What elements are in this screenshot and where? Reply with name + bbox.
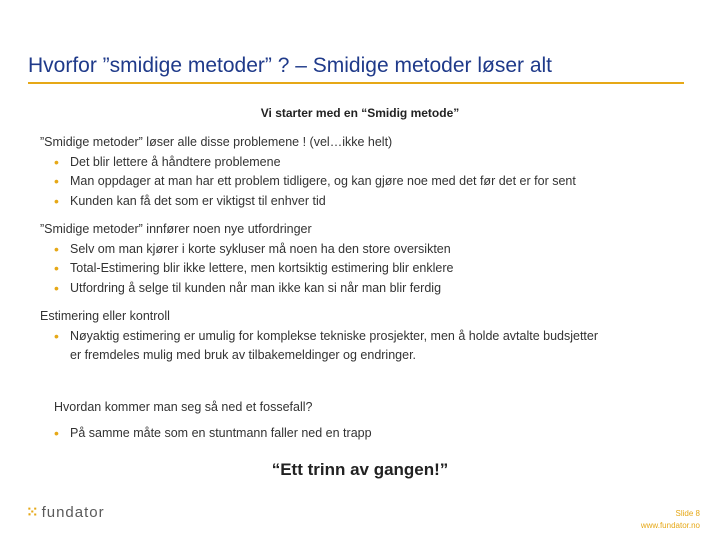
bullet-icon: • — [54, 327, 59, 344]
section-1 — [40, 133, 576, 211]
bullet-icon: • — [54, 173, 59, 189]
logo-dots-icon: ⁙ — [26, 504, 40, 521]
list-item: • Total-Estimering blir ikke lettere, men kortsiktig estimering blir enklere — [40, 259, 453, 279]
section-4 — [54, 398, 372, 443]
section-2-list — [40, 240, 453, 299]
bullet-icon: • — [54, 424, 59, 441]
section-3 — [40, 307, 598, 366]
closing-quote: “Ett trinn av gangen!” — [271, 460, 449, 479]
bullet-icon: • — [54, 153, 59, 170]
bullet-icon: • — [54, 192, 59, 209]
slide-number: Slide 8 — [675, 509, 700, 518]
title-underline — [28, 82, 684, 84]
fundator-logo: ⁙ fundator — [26, 504, 105, 521]
section-4-list — [54, 424, 372, 444]
section-2-heading: ”Smidige metoder” innfører noen nye utfordringer — [40, 222, 312, 236]
section-1-list — [40, 153, 576, 212]
section-1-heading: ”Smidige metoder” løser alle disse problemene ! (vel…ikke helt) — [40, 135, 393, 149]
bullet-icon: • — [54, 260, 59, 276]
list-item: • Utfordring å selge til kunden når man ikke kan si når man blir ferdig — [40, 279, 453, 299]
list-item: • Man oppdager at man har ett problem tidligere, og kan gjøre noe med det før det er for sent — [40, 172, 576, 192]
section-4-question: Hvordan kommer man seg så ned et fossefall? — [54, 400, 313, 414]
slide-subtitle: Vi starter med en “Smidig metode” — [260, 106, 460, 120]
list-item: • Kunden kan få det som er viktigst til enhver tid — [40, 192, 576, 212]
list-item: • Selv om man kjører i korte sykluser må noen ha den store oversikten — [40, 240, 453, 260]
list-item: • På samme måte som en stuntmann faller ned en trapp — [54, 424, 372, 444]
slide-title: Hvorfor ”smidige metoder” ? – Smidige metoder løser alt — [28, 54, 553, 77]
section-2 — [40, 220, 453, 298]
section-3-list — [40, 327, 598, 366]
section-3-heading: Estimering eller kontroll — [40, 309, 170, 323]
list-item: • Det blir lettere å håndtere problemene — [40, 153, 576, 173]
bullet-icon: • — [54, 240, 59, 257]
list-item: • Nøyaktig estimering er umulig for komplekse tekniske prosjekter, men å holde avtalte budsjetter er fremdeles mulig med bruk av tilbakemeldinger og endringer. — [54, 327, 599, 362]
website-link[interactable]: www.fundator.no — [640, 521, 700, 530]
bullet-icon: • — [54, 279, 59, 296]
